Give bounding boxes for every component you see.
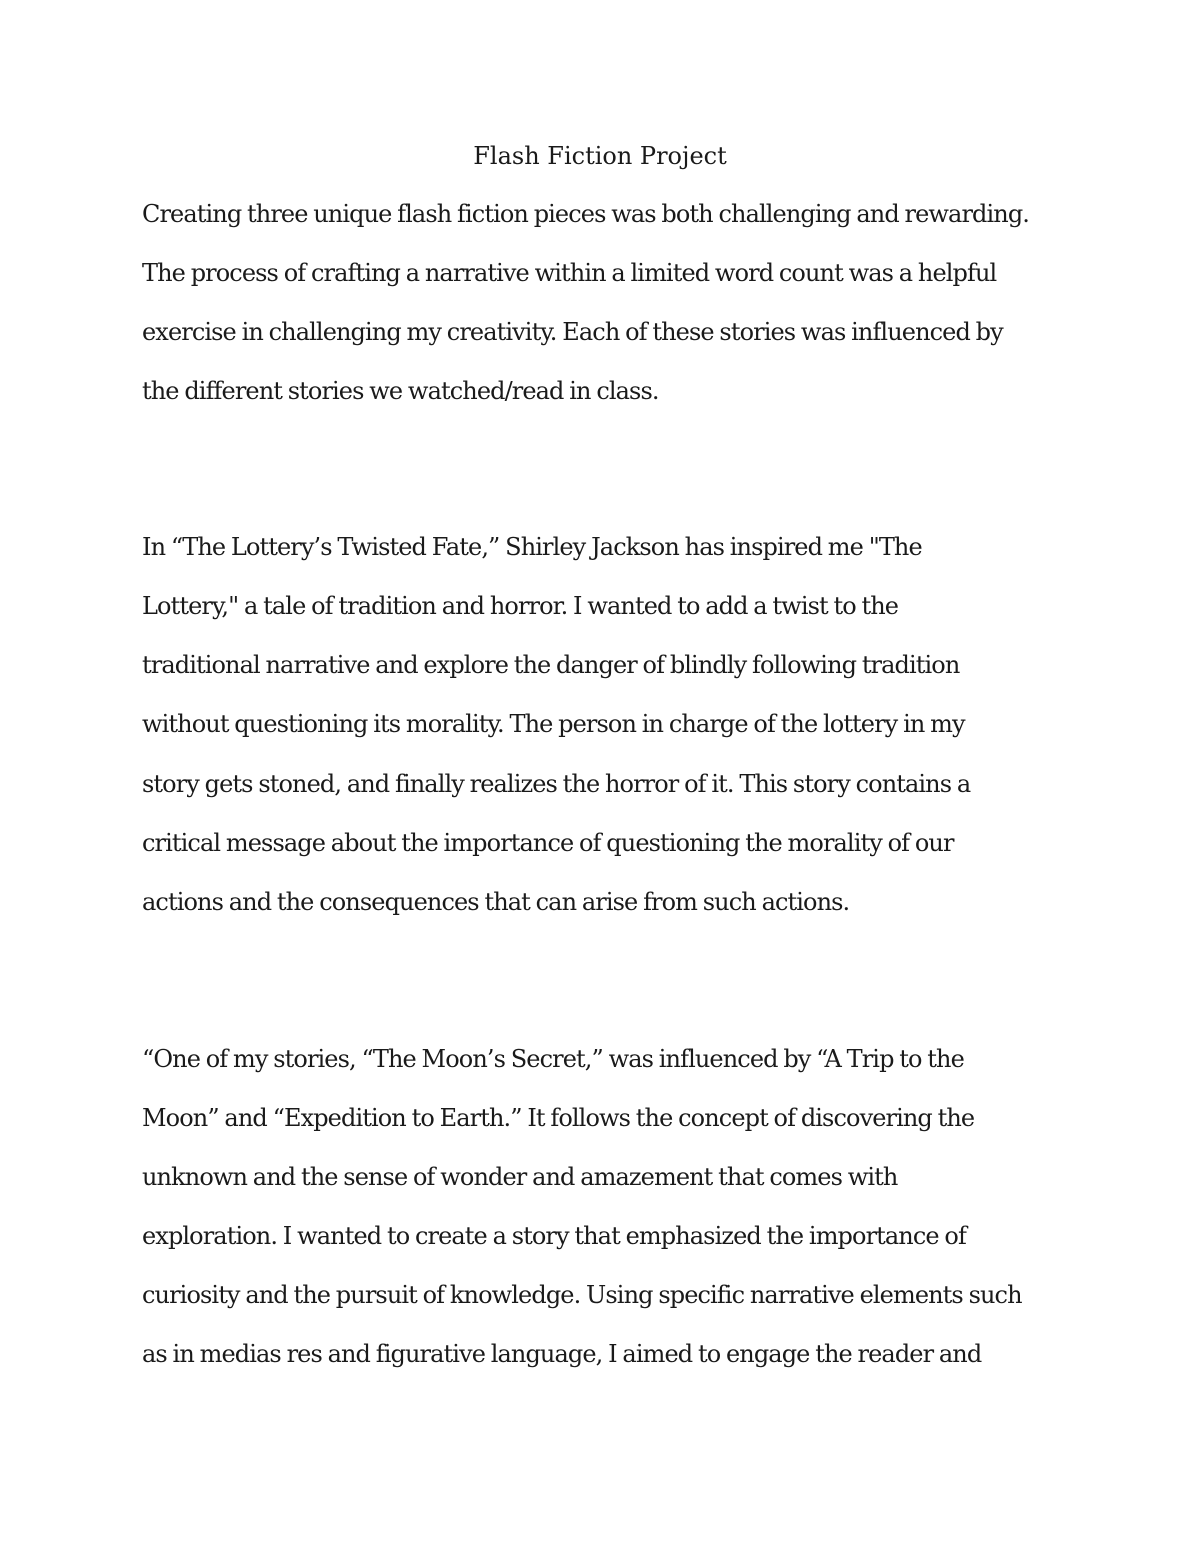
paragraph-line: critical message about the importance of questioning the morality of our (142, 829, 954, 857)
paragraph-line: as in medias res and figurative language, I aimed to engage the reader and (142, 1340, 982, 1368)
paragraph-line: exercise in challenging my creativity. Each of these stories was influenced by (142, 318, 1003, 346)
paragraph-line: without questioning its morality. The person in charge of the lottery in my (142, 710, 965, 738)
paragraph-line: actions and the consequences that can arise from such actions. (142, 888, 850, 916)
paragraph-line: Creating three unique flash fiction pieces was both challenging and rewarding. (142, 200, 1030, 228)
paragraph-line: In “The Lottery’s Twisted Fate,” Shirley Jackson has inspired me "The (142, 533, 922, 561)
paragraph-line: curiosity and the pursuit of knowledge. Using specific narrative elements such (142, 1281, 1022, 1309)
paragraph-line: Lottery," a tale of tradition and horror. I wanted to add a twist to the (142, 592, 899, 620)
paragraph-line: “One of my stories, “The Moon’s Secret,” was influenced by “A Trip to the (142, 1045, 964, 1073)
paragraph-line: Moon” and “Expedition to Earth.” It follows the concept of discovering the (142, 1104, 975, 1132)
paragraph-line: exploration. I wanted to create a story that emphasized the importance of (142, 1222, 966, 1250)
paragraph-line: unknown and the sense of wonder and amazement that comes with (142, 1163, 898, 1191)
paragraph-line: the different stories we watched/read in class. (142, 377, 659, 405)
document-title: Flash Fiction Project (473, 142, 727, 170)
paragraph-line: story gets stoned, and finally realizes the horror of it. This story contains a (142, 770, 971, 798)
paragraph-line: traditional narrative and explore the danger of blindly following tradition (142, 651, 960, 679)
paragraph-line: The process of crafting a narrative within a limited word count was a helpful (142, 259, 997, 287)
